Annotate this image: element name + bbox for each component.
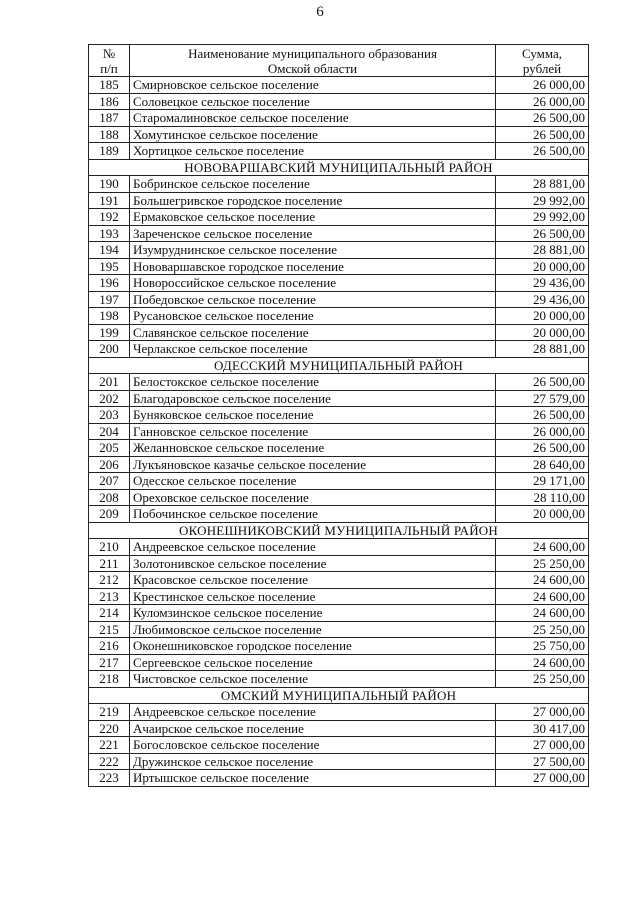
table-row bbox=[89, 473, 589, 490]
table-row bbox=[89, 440, 589, 457]
amount: 25 250,00 bbox=[496, 621, 589, 638]
row-number: 200 bbox=[89, 341, 130, 358]
table-row bbox=[89, 225, 589, 242]
amount: 20 000,00 bbox=[496, 324, 589, 341]
row-number: 209 bbox=[89, 506, 130, 523]
municipality-name: Ачаирское сельское поселение bbox=[130, 720, 496, 737]
municipality-name: Соловецкое сельское поселение bbox=[130, 93, 496, 110]
table-row bbox=[89, 209, 589, 226]
table-row bbox=[89, 275, 589, 292]
municipality-name: Богословское сельское поселение bbox=[130, 737, 496, 754]
municipality-name: Победовское сельское поселение bbox=[130, 291, 496, 308]
row-number: 191 bbox=[89, 192, 130, 209]
municipality-name: Нововаршавское городское поселение bbox=[130, 258, 496, 275]
municipality-name: Любимовское сельское поселение bbox=[130, 621, 496, 638]
table-header-row bbox=[89, 45, 589, 77]
row-number: 187 bbox=[89, 110, 130, 127]
table-row bbox=[89, 341, 589, 358]
row-number: 186 bbox=[89, 93, 130, 110]
table-row bbox=[89, 258, 589, 275]
row-number: 202 bbox=[89, 390, 130, 407]
amount: 24 600,00 bbox=[496, 605, 589, 622]
amount: 26 500,00 bbox=[496, 440, 589, 457]
amount: 25 250,00 bbox=[496, 671, 589, 688]
municipality-name: Большегривское городское поселение bbox=[130, 192, 496, 209]
table-row bbox=[89, 110, 589, 127]
amount: 28 640,00 bbox=[496, 456, 589, 473]
municipality-name: Андреевское сельское поселение bbox=[130, 704, 496, 721]
table-row bbox=[89, 308, 589, 325]
row-number: 194 bbox=[89, 242, 130, 259]
municipality-name: Старомалиновское сельское поселение bbox=[130, 110, 496, 127]
amount: 29 171,00 bbox=[496, 473, 589, 490]
row-number: 204 bbox=[89, 423, 130, 440]
amount: 24 600,00 bbox=[496, 539, 589, 556]
table-row bbox=[89, 407, 589, 424]
header-number bbox=[89, 45, 130, 77]
amount: 28 881,00 bbox=[496, 341, 589, 358]
table-row bbox=[89, 654, 589, 671]
header-sum-line2: рублей bbox=[522, 60, 562, 76]
row-number: 219 bbox=[89, 704, 130, 721]
municipality-name: Изумруднинское сельское поселение bbox=[130, 242, 496, 259]
municipality-name: Чистовское сельское поселение bbox=[130, 671, 496, 688]
district-title: ОМСКИЙ МУНИЦИПАЛЬНЫЙ РАЙОН bbox=[89, 687, 589, 704]
row-number: 208 bbox=[89, 489, 130, 506]
table-row bbox=[89, 753, 589, 770]
amount: 28 881,00 bbox=[496, 176, 589, 193]
district-header-row bbox=[89, 687, 589, 704]
table-row bbox=[89, 720, 589, 737]
district-header-row bbox=[89, 357, 589, 374]
district-header-row bbox=[89, 522, 589, 539]
header-sum bbox=[496, 45, 589, 77]
amount: 20 000,00 bbox=[496, 506, 589, 523]
municipality-name: Крестинское сельское поселение bbox=[130, 588, 496, 605]
table-row bbox=[89, 176, 589, 193]
table-row bbox=[89, 77, 589, 94]
municipality-name: Куломзинское сельское поселение bbox=[130, 605, 496, 622]
municipality-name: Оконешниковское городское поселение bbox=[130, 638, 496, 655]
row-number: 217 bbox=[89, 654, 130, 671]
district-title: ОКОНЕШНИКОВСКИЙ МУНИЦИПАЛЬНЫЙ РАЙОН bbox=[89, 522, 589, 539]
municipality-name: Андреевское сельское поселение bbox=[130, 539, 496, 556]
row-number: 206 bbox=[89, 456, 130, 473]
row-number: 222 bbox=[89, 753, 130, 770]
row-number: 196 bbox=[89, 275, 130, 292]
amount: 26 500,00 bbox=[496, 126, 589, 143]
municipality-name: Одесское сельское поселение bbox=[130, 473, 496, 490]
municipality-name: Ореховское сельское поселение bbox=[130, 489, 496, 506]
row-number: 197 bbox=[89, 291, 130, 308]
row-number: 213 bbox=[89, 588, 130, 605]
table-row bbox=[89, 770, 589, 787]
row-number: 203 bbox=[89, 407, 130, 424]
row-number: 221 bbox=[89, 737, 130, 754]
table-row bbox=[89, 143, 589, 160]
amount: 25 750,00 bbox=[496, 638, 589, 655]
table-row bbox=[89, 192, 589, 209]
page-number: 6 bbox=[316, 4, 324, 20]
row-number: 218 bbox=[89, 671, 130, 688]
amount: 27 000,00 bbox=[496, 737, 589, 754]
municipality-name: Желанновское сельское поселение bbox=[130, 440, 496, 457]
table-row bbox=[89, 456, 589, 473]
row-number: 216 bbox=[89, 638, 130, 655]
municipality-name: Золотонивское сельское поселение bbox=[130, 555, 496, 572]
municipality-name: Белостокское сельское поселение bbox=[130, 374, 496, 391]
table-row bbox=[89, 390, 589, 407]
municipality-name: Иртышское сельское поселение bbox=[130, 770, 496, 787]
amount: 26 500,00 bbox=[496, 407, 589, 424]
row-number: 205 bbox=[89, 440, 130, 457]
amount: 29 992,00 bbox=[496, 192, 589, 209]
header-sum-line1: Сумма, bbox=[521, 45, 563, 61]
municipality-name: Сергеевское сельское поселение bbox=[130, 654, 496, 671]
municipality-name: Дружинское сельское поселение bbox=[130, 753, 496, 770]
header-name bbox=[130, 45, 496, 77]
row-number: 189 bbox=[89, 143, 130, 160]
municipality-name: Ганновское сельское поселение bbox=[130, 423, 496, 440]
amount: 26 000,00 bbox=[496, 93, 589, 110]
table-row bbox=[89, 704, 589, 721]
amount: 29 992,00 bbox=[496, 209, 589, 226]
amount: 26 000,00 bbox=[496, 423, 589, 440]
municipality-name: Побочинское сельское поселение bbox=[130, 506, 496, 523]
municipality-name: Лукъяновское казачье сельское поселение bbox=[130, 456, 496, 473]
table-row bbox=[89, 671, 589, 688]
table-row bbox=[89, 539, 589, 556]
row-number: 201 bbox=[89, 374, 130, 391]
amount: 29 436,00 bbox=[496, 275, 589, 292]
row-number: 185 bbox=[89, 77, 130, 94]
amount: 29 436,00 bbox=[496, 291, 589, 308]
municipality-name: Ермаковское сельское поселение bbox=[130, 209, 496, 226]
amount: 30 417,00 bbox=[496, 720, 589, 737]
table-row bbox=[89, 506, 589, 523]
amount: 27 579,00 bbox=[496, 390, 589, 407]
table-body bbox=[89, 77, 589, 787]
table-row bbox=[89, 242, 589, 259]
row-number: 199 bbox=[89, 324, 130, 341]
amount: 28 881,00 bbox=[496, 242, 589, 259]
row-number: 211 bbox=[89, 555, 130, 572]
municipality-name: Хомутинское сельское поселение bbox=[130, 126, 496, 143]
row-number: 198 bbox=[89, 308, 130, 325]
amount: 24 600,00 bbox=[496, 588, 589, 605]
district-header-row bbox=[89, 159, 589, 176]
row-number: 193 bbox=[89, 225, 130, 242]
amount: 28 110,00 bbox=[496, 489, 589, 506]
row-number: 214 bbox=[89, 605, 130, 622]
table-row bbox=[89, 621, 589, 638]
table-row bbox=[89, 572, 589, 589]
table-row bbox=[89, 555, 589, 572]
municipality-name: Смирновское сельское поселение bbox=[130, 77, 496, 94]
amount: 26 500,00 bbox=[496, 143, 589, 160]
row-number: 210 bbox=[89, 539, 130, 556]
table-row bbox=[89, 489, 589, 506]
table-row bbox=[89, 638, 589, 655]
amount: 26 500,00 bbox=[496, 225, 589, 242]
table-row bbox=[89, 126, 589, 143]
amount: 27 000,00 bbox=[496, 770, 589, 787]
amount: 20 000,00 bbox=[496, 258, 589, 275]
amount: 27 000,00 bbox=[496, 704, 589, 721]
municipality-name: Черлакское сельское поселение bbox=[130, 341, 496, 358]
table-row bbox=[89, 588, 589, 605]
amount: 25 250,00 bbox=[496, 555, 589, 572]
row-number: 192 bbox=[89, 209, 130, 226]
municipality-name: Русановское сельское поселение bbox=[130, 308, 496, 325]
amount: 24 600,00 bbox=[496, 572, 589, 589]
table-row bbox=[89, 374, 589, 391]
table-row bbox=[89, 423, 589, 440]
municipality-name: Благодаровское сельское поселение bbox=[130, 390, 496, 407]
row-number: 215 bbox=[89, 621, 130, 638]
amount: 27 500,00 bbox=[496, 753, 589, 770]
table-row bbox=[89, 737, 589, 754]
table-row bbox=[89, 324, 589, 341]
municipality-name: Зареченское сельское поселение bbox=[130, 225, 496, 242]
row-number: 207 bbox=[89, 473, 130, 490]
municipality-name: Славянское сельское поселение bbox=[130, 324, 496, 341]
row-number: 190 bbox=[89, 176, 130, 193]
municipality-name: Буняковское сельское поселение bbox=[130, 407, 496, 424]
amount: 26 500,00 bbox=[496, 374, 589, 391]
municipality-name: Красовское сельское поселение bbox=[130, 572, 496, 589]
amount: 20 000,00 bbox=[496, 308, 589, 325]
header-number-line1: № bbox=[102, 45, 116, 61]
header-number-line2: п/п bbox=[100, 60, 118, 76]
table-row bbox=[89, 93, 589, 110]
amount: 24 600,00 bbox=[496, 654, 589, 671]
municipality-name: Бобринское сельское поселение bbox=[130, 176, 496, 193]
district-title: ОДЕССКИЙ МУНИЦИПАЛЬНЫЙ РАЙОН bbox=[89, 357, 589, 374]
district-title: НОВОВАРШАВСКИЙ МУНИЦИПАЛЬНЫЙ РАЙОН bbox=[89, 159, 589, 176]
amount: 26 500,00 bbox=[496, 110, 589, 127]
header-name-line1: Наименование муниципального образования bbox=[188, 45, 437, 61]
row-number: 223 bbox=[89, 770, 130, 787]
municipality-name: Хортицкое сельское поселение bbox=[130, 143, 496, 160]
allocation-table bbox=[88, 44, 589, 787]
row-number: 195 bbox=[89, 258, 130, 275]
row-number: 188 bbox=[89, 126, 130, 143]
municipality-name: Новороссийское сельское поселение bbox=[130, 275, 496, 292]
row-number: 212 bbox=[89, 572, 130, 589]
table-row bbox=[89, 605, 589, 622]
header-name-line2: Омской области bbox=[267, 60, 358, 76]
amount: 26 000,00 bbox=[496, 77, 589, 94]
row-number: 220 bbox=[89, 720, 130, 737]
table-row bbox=[89, 291, 589, 308]
